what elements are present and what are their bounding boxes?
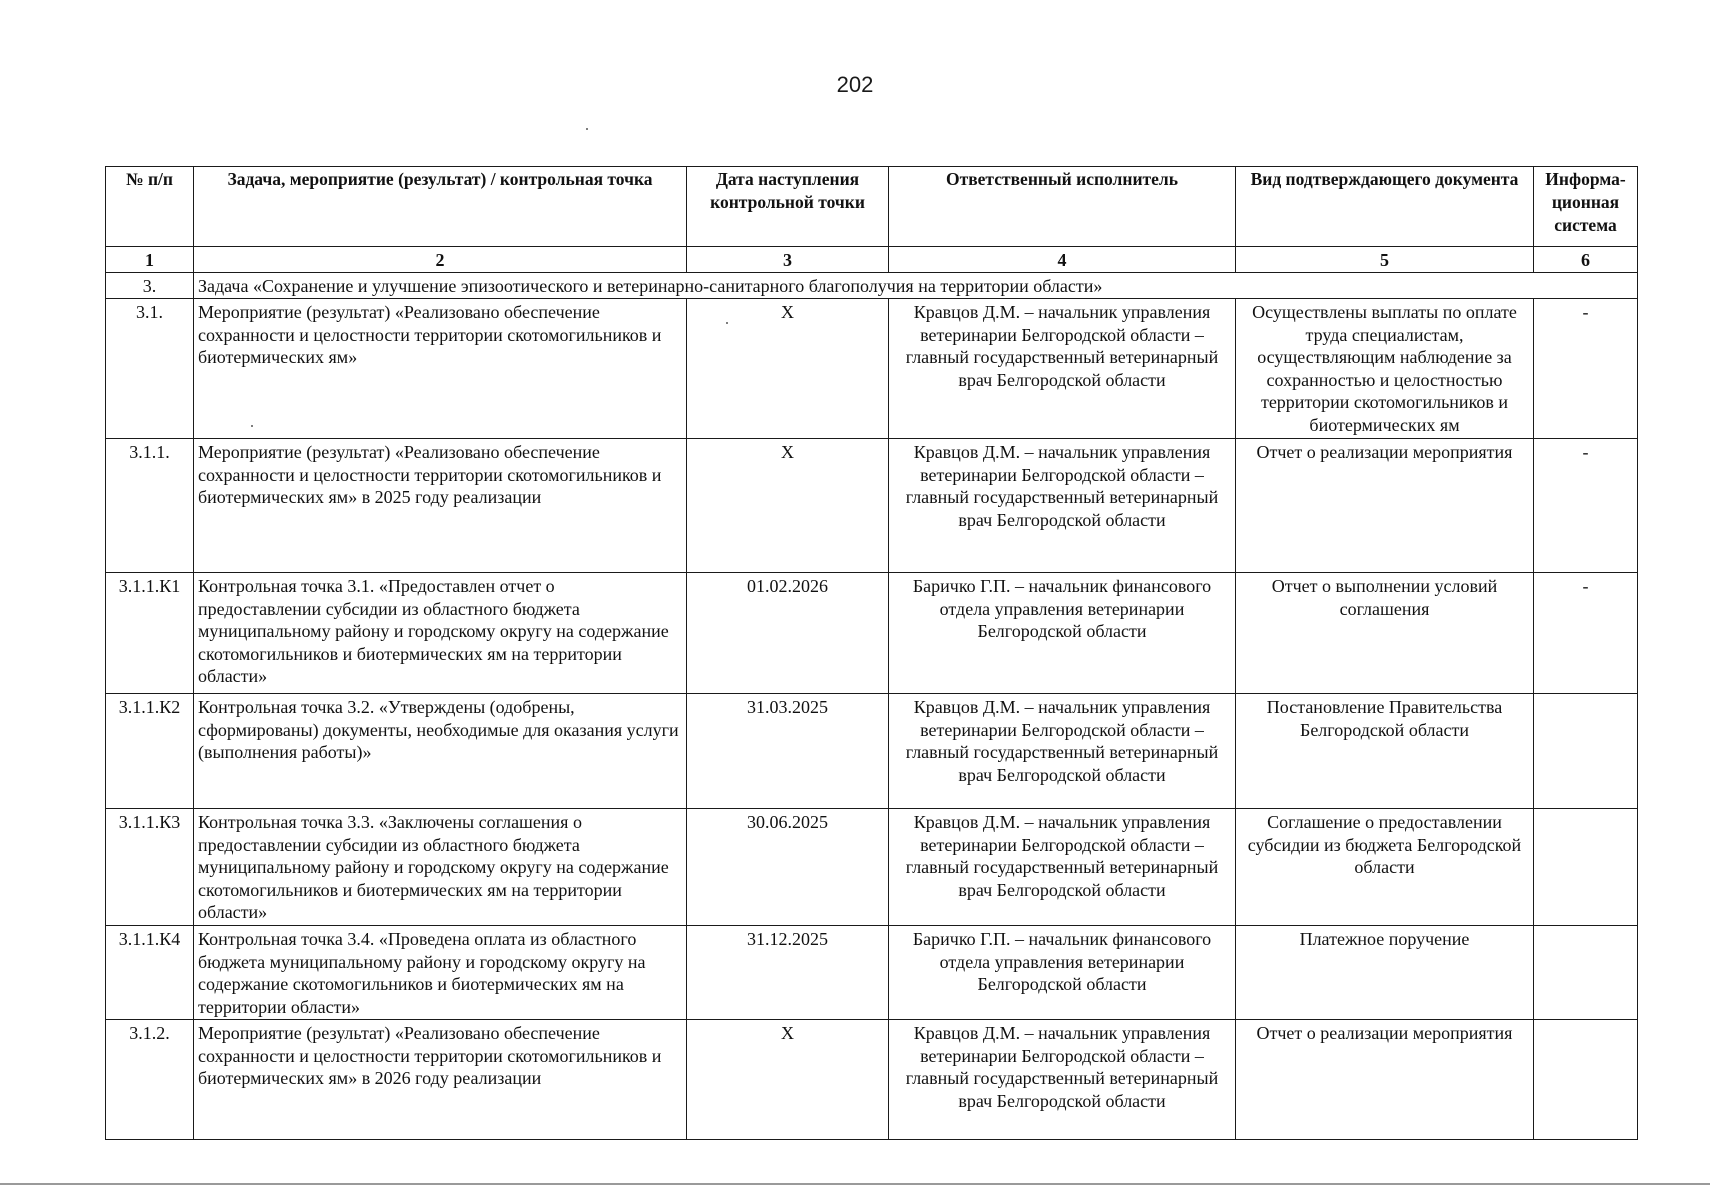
page-bottom-edge bbox=[0, 1183, 1710, 1185]
row-system bbox=[1534, 1020, 1638, 1140]
row-system: - bbox=[1534, 573, 1638, 694]
row-date: 01.02.2026 bbox=[687, 573, 889, 694]
row-document: Платежное поручение bbox=[1236, 926, 1534, 1020]
row-number: 3.1.1.К1 bbox=[106, 573, 194, 694]
row-executor: Баричко Г.П. – начальник финансового отдела управления ветеринарии Белгородской области bbox=[889, 573, 1236, 694]
row-executor: Кравцов Д.М. – начальник управления ветеринарии Белгородской области – главный государственный ветеринарный врач Белгородской области bbox=[889, 439, 1236, 573]
row-task: Мероприятие (результат) «Реализовано обеспечение сохранности и целостности территории скотомогильников и биотермических ям» bbox=[194, 299, 687, 439]
row-date: X bbox=[687, 439, 889, 573]
row-number: 3.1.1.К4 bbox=[106, 926, 194, 1020]
row-date: 31.03.2025 bbox=[687, 694, 889, 809]
header-system: Информа-ционная система bbox=[1534, 167, 1638, 247]
task-row bbox=[106, 273, 1638, 299]
table-header-row bbox=[106, 167, 1638, 247]
table-row bbox=[106, 694, 1638, 809]
column-number: 3 bbox=[687, 247, 889, 273]
task-title: Задача «Сохранение и улучшение эпизоотического и ветеринарно-санитарного благополучия на территории области» bbox=[194, 273, 1638, 299]
row-task: Контрольная точка 3.3. «Заключены соглашения о предоставлении субсидии из областного бюджета муниципальному району и городскому округу на содержание скотомогильников и биотермических ям на территории области» bbox=[194, 809, 687, 926]
row-executor: Баричко Г.П. – начальник финансового отдела управления ветеринарии Белгородской области bbox=[889, 926, 1236, 1020]
row-document: Отчет о реализации мероприятия bbox=[1236, 439, 1534, 573]
control-points-table bbox=[105, 166, 1638, 1140]
row-document: Постановление Правительства Белгородской области bbox=[1236, 694, 1534, 809]
table-row bbox=[106, 573, 1638, 694]
row-task: Контрольная точка 3.2. «Утверждены (одобрены, сформированы) документы, необходимые для оказания услуги (выполнения работы)» bbox=[194, 694, 687, 809]
row-task: Контрольная точка 3.4. «Проведена оплата из областного бюджета муниципальному району и городскому округу на содержание скотомогильников и биотермических ям на территории области» bbox=[194, 926, 687, 1020]
row-system bbox=[1534, 809, 1638, 926]
row-document: Соглашение о предоставлении субсидии из бюджета Белгородской области bbox=[1236, 809, 1534, 926]
row-task: Мероприятие (результат) «Реализовано обеспечение сохранности и целостности территории скотомогильников и биотермических ям» в 2025 году реализации bbox=[194, 439, 687, 573]
row-document: Осуществлены выплаты по оплате труда специалистам, осуществляющим наблюдение за сохранностью и целостностью территории скотомогильников и биотермических ям bbox=[1236, 299, 1534, 439]
row-executor: Кравцов Д.М. – начальник управления ветеринарии Белгородской области – главный государственный ветеринарный врач Белгородской области bbox=[889, 694, 1236, 809]
row-executor: Кравцов Д.М. – начальник управления ветеринарии Белгородской области – главный государственный ветеринарный врач Белгородской области bbox=[889, 299, 1236, 439]
row-number: 3.1.1.К3 bbox=[106, 809, 194, 926]
column-number: 5 bbox=[1236, 247, 1534, 273]
row-system bbox=[1534, 926, 1638, 1020]
table-row bbox=[106, 809, 1638, 926]
column-number: 6 bbox=[1534, 247, 1638, 273]
table-row bbox=[106, 299, 1638, 439]
row-document: Отчет о реализации мероприятия bbox=[1236, 1020, 1534, 1140]
table-row bbox=[106, 439, 1638, 573]
header-document: Вид подтверждающего документа bbox=[1236, 167, 1534, 247]
task-number: 3. bbox=[106, 273, 194, 299]
row-task: Контрольная точка 3.1. «Предоставлен отчет о предоставлении субсидии из областного бюджета муниципальному району и городскому округу на содержание скотомогильников и биотермических ям на территории области» bbox=[194, 573, 687, 694]
row-executor: Кравцов Д.М. – начальник управления ветеринарии Белгородской области – главный государственный ветеринарный врач Белгородской области bbox=[889, 1020, 1236, 1140]
scan-speck bbox=[586, 128, 588, 130]
row-number: 3.1. bbox=[106, 299, 194, 439]
table-row bbox=[106, 1020, 1638, 1140]
row-system bbox=[1534, 694, 1638, 809]
row-system: - bbox=[1534, 299, 1638, 439]
column-number: 2 bbox=[194, 247, 687, 273]
row-number: 3.1.1.К2 bbox=[106, 694, 194, 809]
table-row bbox=[106, 926, 1638, 1020]
row-executor: Кравцов Д.М. – начальник управления ветеринарии Белгородской области – главный государственный ветеринарный врач Белгородской области bbox=[889, 809, 1236, 926]
column-numbers-row bbox=[106, 247, 1638, 273]
row-date: 30.06.2025 bbox=[687, 809, 889, 926]
row-number: 3.1.1. bbox=[106, 439, 194, 573]
header-task: Задача, мероприятие (результат) / контрольная точка bbox=[194, 167, 687, 247]
row-date: X bbox=[687, 299, 889, 439]
column-number: 4 bbox=[889, 247, 1236, 273]
header-executor: Ответственный исполнитель bbox=[889, 167, 1236, 247]
row-document: Отчет о выполнении условий соглашения bbox=[1236, 573, 1534, 694]
row-date: X bbox=[687, 1020, 889, 1140]
header-date: Дата наступления контрольной точки bbox=[687, 167, 889, 247]
header-number: № п/п bbox=[106, 167, 194, 247]
row-date: 31.12.2025 bbox=[687, 926, 889, 1020]
row-system: - bbox=[1534, 439, 1638, 573]
column-number: 1 bbox=[106, 247, 194, 273]
page-number: 202 bbox=[836, 72, 874, 97]
row-number: 3.1.2. bbox=[106, 1020, 194, 1140]
row-task: Мероприятие (результат) «Реализовано обеспечение сохранности и целостности территории скотомогильников и биотермических ям» в 2026 году реализации bbox=[194, 1020, 687, 1140]
